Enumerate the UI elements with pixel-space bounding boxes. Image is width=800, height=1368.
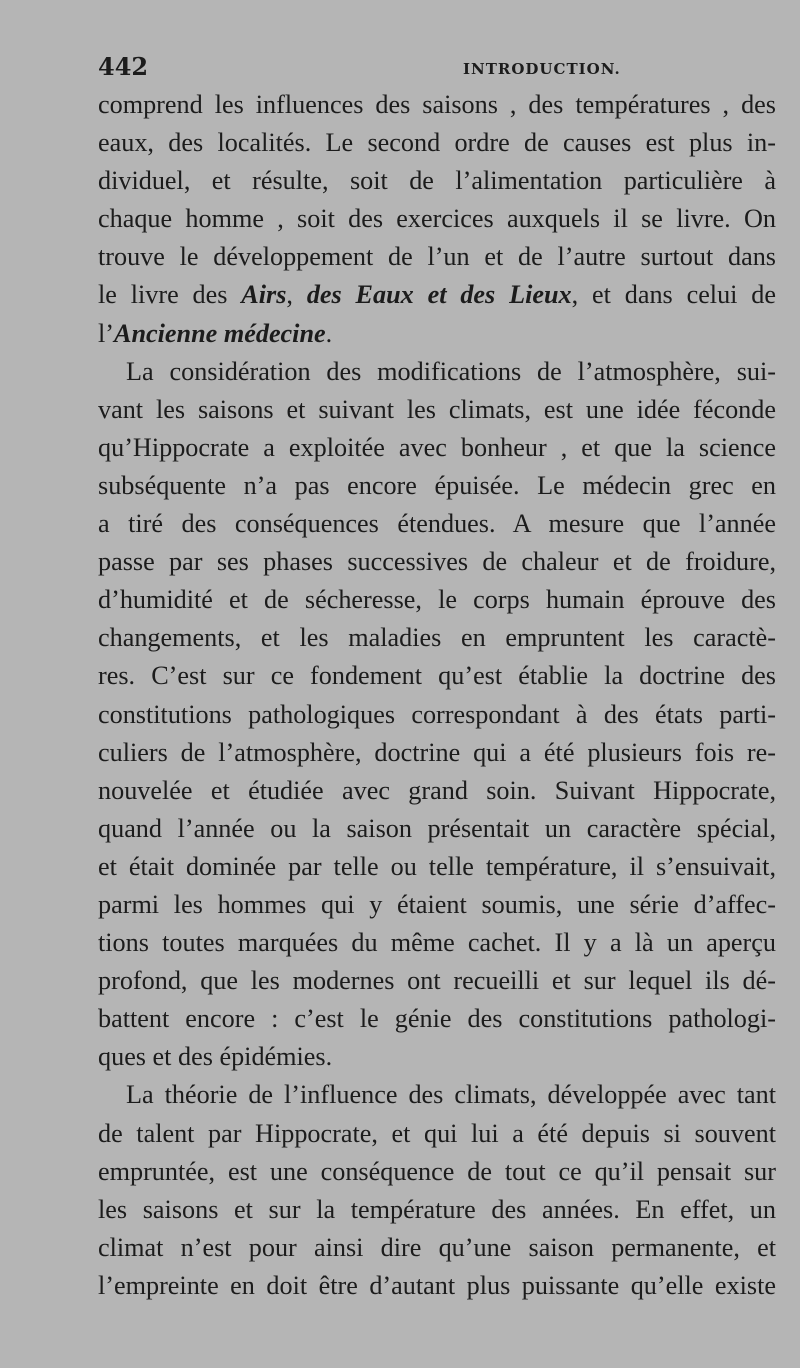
- text-line: empruntée, est une conséquence de tout ce qu’il pensait sur: [98, 1156, 776, 1186]
- running-head: INTRODUCTION.: [463, 60, 621, 78]
- text-line: culiers de l’atmosphère, doctrine qui a été plusieurs fois re-: [98, 737, 776, 767]
- text-line: les saisons et sur la température des années. En effet, un: [98, 1194, 776, 1224]
- text-line: passe par ses phases successives de chaleur et de froidure,: [98, 547, 776, 577]
- text-line: tions toutes marquées du même cachet. Il y a là un aperçu: [98, 928, 776, 958]
- page-number: 442: [98, 52, 149, 81]
- text-line: [98, 276, 776, 314]
- page-header: [98, 52, 770, 86]
- text-line: d’humidité et de sécheresse, le corps humain éprouve des: [98, 585, 776, 615]
- text-line: subséquente n’a pas encore épuisée. Le médecin grec en: [98, 470, 776, 500]
- paragraph-3: [98, 1076, 776, 1305]
- text-line: res. C’est sur ce fondement qu’est établie la doctrine des: [98, 661, 776, 691]
- paragraph-1: [98, 86, 776, 353]
- text-line: comprend les influences des saisons , des températures , des: [98, 90, 776, 119]
- text-fragment: , et dans celui de: [571, 280, 777, 310]
- text-line: nouvelée et étudiée avec grand soin. Suivant Hippocrate,: [98, 775, 776, 805]
- text-line: [98, 315, 776, 353]
- text-line: qu’Hippocrate a exploitée avec bonheur , et que la science: [98, 432, 776, 462]
- text-line: eaux, des localités. Le second ordre de causes est plus in-: [98, 128, 776, 158]
- text-line: battent encore : c’est le génie des constitutions pathologi-: [98, 1004, 776, 1034]
- text-line: vant les saisons et suivant les climats, est une idée féconde: [98, 394, 776, 424]
- text-fragment: .: [325, 318, 333, 348]
- text-fragment: l’: [98, 318, 114, 348]
- text-line: et était dominée par telle ou telle température, il s’ensuivait,: [98, 851, 776, 881]
- text-line: La théorie de l’influence des climats, développée avec tant: [126, 1080, 776, 1110]
- text-line: La considération des modifications de l’atmosphère, sui-: [126, 356, 776, 386]
- italic-title: Airs: [241, 280, 287, 310]
- text-line: climat n’est pour ainsi dire qu’une saison permanente, et: [98, 1232, 776, 1262]
- text-line: ques et des épidémies.: [98, 1042, 333, 1072]
- text-fragment: ,: [286, 280, 307, 310]
- paragraph-2: [98, 353, 776, 1077]
- italic-title: Ancienne médecine: [114, 318, 326, 348]
- text-line: de talent par Hippocrate, et qui lui a été depuis si souvent: [98, 1118, 776, 1148]
- text-line: constitutions pathologiques correspondant à des états parti-: [98, 699, 776, 729]
- text-line: a tiré des conséquences étendues. A mesure que l’année: [98, 509, 776, 539]
- body-text: [98, 86, 776, 1305]
- text-line: dividuel, et résulte, soit de l’alimentation particulière à: [98, 166, 776, 196]
- text-line: chaque homme , soit des exercices auxquels il se livre. On: [98, 204, 776, 234]
- text-line: quand l’année ou la saison présentait un caractère spécial,: [98, 813, 776, 843]
- text-fragment: le livre des: [98, 280, 242, 310]
- text-line: changements, et les maladies en empruntent les caractè-: [98, 623, 776, 653]
- text-line: parmi les hommes qui y étaient soumis, une série d’affec-: [98, 889, 776, 919]
- text-line: l’empreinte en doit être d’autant plus puissante qu’elle existe: [98, 1270, 776, 1300]
- text-line: trouve le développement de l’un et de l’autre surtout dans: [98, 242, 776, 272]
- text-line: profond, que les modernes ont recueilli et sur lequel ils dé-: [98, 966, 776, 996]
- italic-title: des Eaux et des Lieux: [306, 280, 572, 310]
